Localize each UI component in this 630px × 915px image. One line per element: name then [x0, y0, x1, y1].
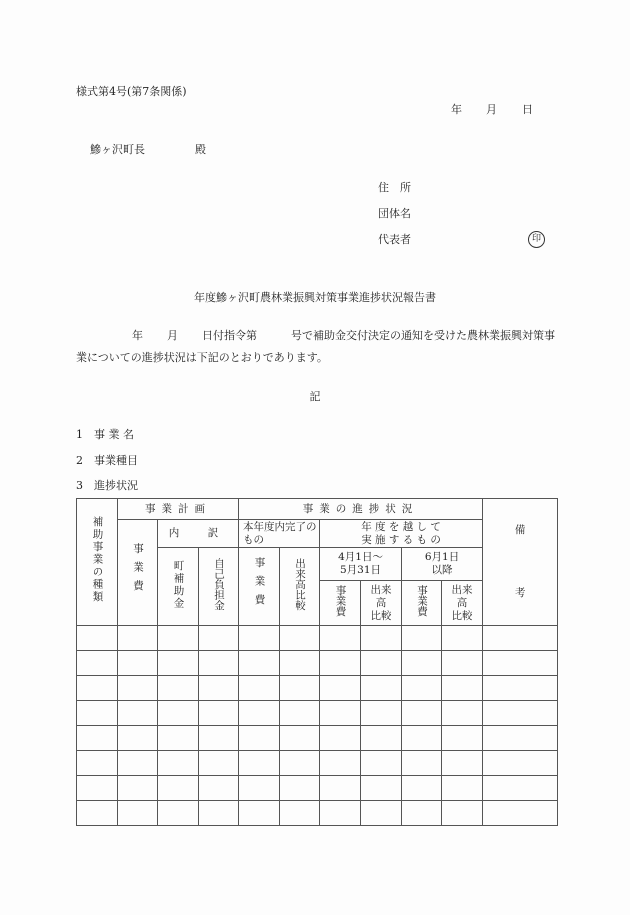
header-subsidy-type: 補助事業の種類: [77, 499, 118, 626]
table-cell[interactable]: [77, 651, 118, 676]
table-cell[interactable]: [199, 701, 239, 726]
table-cell[interactable]: [118, 726, 158, 751]
table-cell[interactable]: [442, 676, 483, 701]
table-cell[interactable]: [118, 701, 158, 726]
header-plan-cost: 事業費: [118, 520, 158, 626]
table-cell[interactable]: [77, 626, 118, 651]
header-plan: 事業計画: [118, 499, 239, 520]
table-cell[interactable]: [118, 776, 158, 801]
table-cell[interactable]: [483, 626, 558, 651]
date-year-label: 年: [451, 103, 462, 116]
header-completed-ratio: 出来高比較: [280, 548, 320, 626]
addressee: 鰺ヶ沢町長: [90, 143, 145, 156]
item-project-name: 1 事 業 名: [76, 428, 134, 441]
table-cell[interactable]: [239, 701, 280, 726]
table-cell[interactable]: [199, 626, 239, 651]
seal-icon: 印: [528, 231, 545, 248]
table-cell[interactable]: [280, 701, 320, 726]
table-cell[interactable]: [402, 776, 442, 801]
table-cell[interactable]: [199, 651, 239, 676]
table-cell[interactable]: [320, 776, 361, 801]
table-cell[interactable]: [320, 701, 361, 726]
table-cell[interactable]: [280, 776, 320, 801]
table-cell[interactable]: [280, 626, 320, 651]
header-period2-ratio: 出来 高 比較: [442, 581, 483, 626]
item-progress-status: 3 進捗状況: [76, 479, 138, 492]
table-cell[interactable]: [483, 801, 558, 826]
header-completed-this-year: 本年度内完了のもの: [239, 520, 320, 548]
table-cell[interactable]: [402, 751, 442, 776]
organization-label: 団体名: [378, 207, 411, 220]
table-cell[interactable]: [280, 751, 320, 776]
table-row: [77, 801, 558, 826]
table-cell[interactable]: [361, 776, 402, 801]
table-cell[interactable]: [483, 651, 558, 676]
table-cell[interactable]: [199, 776, 239, 801]
table-row: [77, 726, 558, 751]
table-cell[interactable]: [483, 776, 558, 801]
header-town-subsidy: 町補助金: [158, 548, 199, 626]
header-period1-cost: 事業費: [320, 581, 361, 626]
table-cell[interactable]: [402, 726, 442, 751]
item-project-type: 2 事業種目: [76, 454, 138, 467]
table-cell[interactable]: [402, 701, 442, 726]
table-cell[interactable]: [442, 801, 483, 826]
table-cell[interactable]: [77, 726, 118, 751]
table-cell[interactable]: [158, 626, 199, 651]
table-cell[interactable]: [402, 651, 442, 676]
table-cell[interactable]: [402, 676, 442, 701]
table-cell[interactable]: [483, 751, 558, 776]
table-cell[interactable]: [118, 676, 158, 701]
table-row: [77, 676, 558, 701]
table-cell[interactable]: [118, 651, 158, 676]
table-cell[interactable]: [402, 801, 442, 826]
header-period-jun-after: 6月1日 以降: [402, 548, 483, 581]
table-cell[interactable]: [361, 626, 402, 651]
table-cell[interactable]: [442, 701, 483, 726]
table-cell[interactable]: [239, 726, 280, 751]
table-cell[interactable]: [280, 676, 320, 701]
table-cell[interactable]: [158, 701, 199, 726]
table-cell[interactable]: [361, 801, 402, 826]
header-self-burden: 自己負担金: [199, 548, 239, 626]
table-cell[interactable]: [361, 726, 402, 751]
table-cell[interactable]: [239, 676, 280, 701]
table-cell[interactable]: [239, 801, 280, 826]
table-cell[interactable]: [239, 651, 280, 676]
table-cell[interactable]: [442, 726, 483, 751]
header-progress: 事業の進捗状況: [239, 499, 483, 520]
table-cell[interactable]: [77, 776, 118, 801]
header-period-apr-may: 4月1日～ 5月31日: [320, 548, 402, 581]
table-cell[interactable]: [320, 726, 361, 751]
table-cell[interactable]: [320, 676, 361, 701]
table-cell[interactable]: [361, 751, 402, 776]
table-row: [77, 701, 558, 726]
table-cell[interactable]: [483, 676, 558, 701]
table-cell[interactable]: [442, 651, 483, 676]
table-cell[interactable]: [199, 801, 239, 826]
table-cell[interactable]: [77, 751, 118, 776]
header-completed-cost: 事業費: [239, 548, 280, 626]
table-row: [77, 751, 558, 776]
date-day-label: 日: [522, 103, 533, 116]
table-cell[interactable]: [199, 726, 239, 751]
table-cell[interactable]: [158, 751, 199, 776]
table-cell[interactable]: [199, 751, 239, 776]
table-cell[interactable]: [442, 751, 483, 776]
table-cell[interactable]: [77, 801, 118, 826]
table-cell[interactable]: [239, 776, 280, 801]
header-period2-cost: 事業費: [402, 581, 442, 626]
document-title: 年度鰺ヶ沢町農林業振興対策事業進捗状況報告書: [194, 291, 436, 304]
body-year: 年: [132, 329, 143, 342]
table-cell[interactable]: [442, 776, 483, 801]
table-cell[interactable]: [158, 651, 199, 676]
table-cell[interactable]: [158, 676, 199, 701]
table-row: [77, 651, 558, 676]
table-cell[interactable]: [77, 701, 118, 726]
table-cell[interactable]: [361, 651, 402, 676]
body-date-directive: 日付指令第: [202, 329, 257, 342]
table-cell[interactable]: [483, 701, 558, 726]
representative-label: 代表者: [378, 233, 411, 246]
table-cell[interactable]: [118, 751, 158, 776]
table-cell[interactable]: [361, 676, 402, 701]
addressee-suffix: 殿: [195, 143, 206, 156]
header-period1-ratio: 出来 高 比較: [361, 581, 402, 626]
header-breakdown: 内 訳: [158, 520, 239, 548]
address-label: 住 所: [378, 181, 411, 194]
table-cell[interactable]: [280, 726, 320, 751]
table-cell[interactable]: [158, 801, 199, 826]
table-cell[interactable]: [280, 651, 320, 676]
table-cell[interactable]: [320, 751, 361, 776]
body-month: 月: [167, 329, 178, 342]
table-cell[interactable]: [158, 776, 199, 801]
table-cell[interactable]: [320, 626, 361, 651]
form-number: 様式第4号(第7条関係): [76, 85, 187, 98]
table-cell[interactable]: [158, 726, 199, 751]
progress-table: [76, 498, 558, 826]
body-paragraph: [76, 325, 556, 369]
header-carry-over: 年 度 を 越 し て 実 施 す る も の: [320, 520, 483, 548]
body-text-rest: 号で補助金交付決定の通知を受けた農林業振興対策事業についての進捗状況は下記のとおりであります。: [76, 329, 555, 364]
ki-heading: 記: [309, 390, 321, 403]
table-cell[interactable]: [320, 651, 361, 676]
table-row: [77, 626, 558, 651]
table-cell[interactable]: [402, 626, 442, 651]
table-cell[interactable]: [118, 626, 158, 651]
table-cell[interactable]: [199, 676, 239, 701]
table-cell[interactable]: [118, 801, 158, 826]
date-month-label: 月: [486, 103, 497, 116]
table-cell[interactable]: [239, 626, 280, 651]
table-cell[interactable]: [442, 626, 483, 651]
table-cell[interactable]: [77, 676, 118, 701]
header-remarks: 備 考: [483, 499, 558, 626]
table-cell[interactable]: [483, 726, 558, 751]
table-cell[interactable]: [280, 801, 320, 826]
table-cell[interactable]: [361, 701, 402, 726]
table-cell[interactable]: [239, 751, 280, 776]
table-cell[interactable]: [320, 801, 361, 826]
table-row: [77, 776, 558, 801]
